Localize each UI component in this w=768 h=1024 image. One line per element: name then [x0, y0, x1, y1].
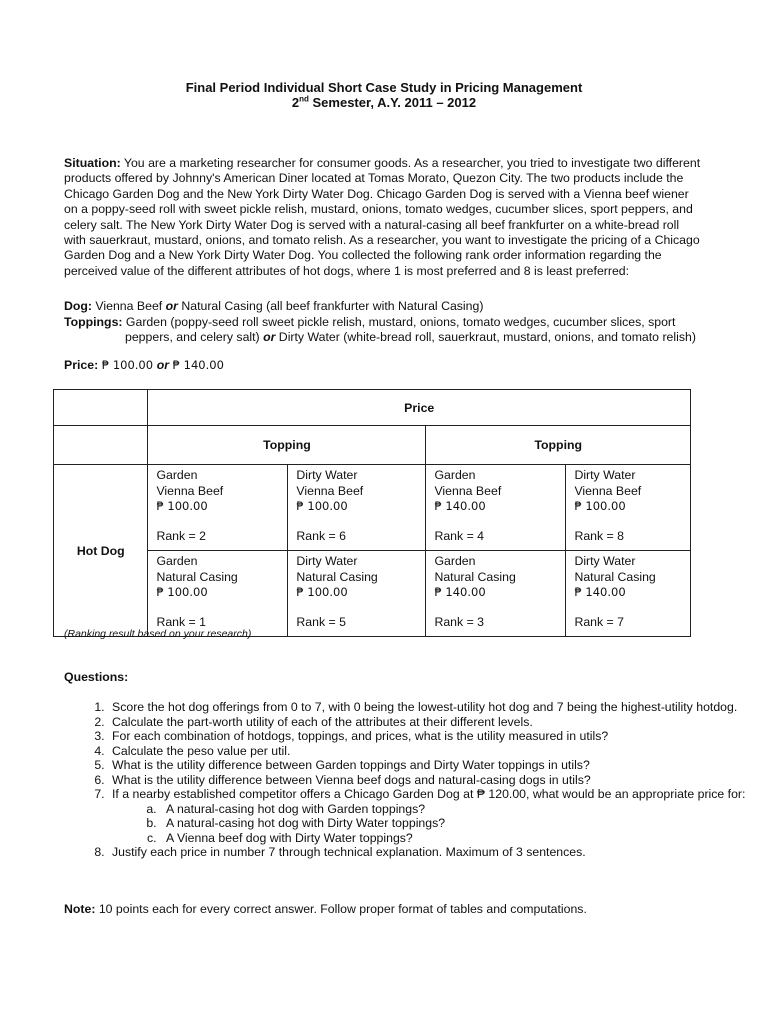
cell-dog: Vienna Beef: [156, 483, 224, 498]
cell-dog: Vienna Beef: [434, 483, 502, 498]
cell-rank: Rank = 1: [156, 614, 206, 629]
dog-attribute: [64, 299, 704, 314]
cell-dog: Vienna Beef: [296, 483, 364, 498]
cell-price: ₱ 140.00: [574, 585, 626, 599]
semester-text: Semester, A.Y. 2011 – 2012: [308, 95, 477, 110]
toppings-option-a: Garden (poppy-seed roll sweet pickle relish, mustard, onions, tomato wedges, cucumber slices, sport: [122, 315, 676, 329]
table-cell: [426, 465, 566, 551]
topping-header-1: Topping: [148, 426, 426, 465]
table-row: [54, 551, 691, 637]
cell-rank: Rank = 5: [296, 614, 346, 629]
cell-topping: Dirty Water: [574, 554, 636, 568]
cell-price: ₱ 140.00: [434, 499, 486, 513]
table-cell: [288, 465, 426, 551]
question-item: [108, 787, 758, 845]
price-label: Price:: [64, 358, 99, 372]
cell-price: ₱ 100.00: [296, 585, 348, 599]
cell-dog: Natural Casing: [296, 569, 378, 584]
table-cell: [288, 551, 426, 637]
situation-label: Situation:: [64, 156, 121, 170]
question-item: 2. Calculate the part-worth utility of each of the attributes at their different levels.: [108, 715, 758, 730]
situation-paragraph: [64, 156, 704, 279]
semester-suffix: nd: [299, 94, 309, 104]
cell-rank: Rank = 8: [574, 528, 624, 543]
table-cell: [566, 551, 691, 637]
cell-rank: Rank = 3: [434, 614, 485, 629]
cell-price: ₱ 100.00: [296, 499, 348, 513]
question-item: 5. What is the utility difference between Garden toppings and Dirty Water toppings in utils?: [108, 758, 758, 773]
price-header: Price: [148, 390, 691, 426]
cell-dog: Natural Casing: [574, 569, 656, 584]
question-item: 8. Justify each price in number 7 through technical explanation. Maximum of 3 sentences.: [108, 845, 758, 860]
cell-topping: Dirty Water: [296, 554, 358, 568]
table-topping-row: [54, 426, 691, 465]
cell-topping: Dirty Water: [574, 468, 636, 482]
hot-dog-row-label: Hot Dog: [54, 465, 148, 637]
question-item: 3. For each combination of hotdogs, toppings, and prices, what is the utility measured in utils?: [108, 729, 758, 744]
cell-price: ₱ 100.00: [574, 499, 626, 513]
questions-heading: Questions:: [64, 670, 129, 684]
questions-list: [64, 700, 758, 860]
table-cell: [426, 551, 566, 637]
sub-questions-list: [112, 802, 758, 846]
cell-rank: Rank = 2: [156, 528, 206, 543]
table-cell: [148, 465, 288, 551]
price-attribute: [64, 358, 704, 373]
toppings-continuation: [64, 330, 704, 345]
sub-question-item: c. A Vienna beef dog with Dirty Water toppings?: [160, 831, 758, 846]
sub-question-item: a. A natural-casing hot dog with Garden toppings?: [160, 802, 758, 817]
cell-topping: Garden: [156, 554, 198, 568]
dog-label: Dog:: [64, 299, 92, 313]
table-row: [54, 465, 691, 551]
cell-dog: Natural Casing: [156, 569, 238, 584]
table-header-row: [54, 390, 691, 426]
ranking-table: [53, 389, 691, 637]
cell-topping: Garden: [434, 554, 476, 568]
sub-question-item: b. A natural-casing hot dog with Dirty Water toppings?: [160, 816, 758, 831]
cell-dog: Natural Casing: [434, 569, 516, 584]
toppings-option-b: Dirty Water (white-bread roll, sauerkraut, mustard, onions, and tomato relish): [275, 330, 696, 344]
note-label: Note:: [64, 902, 96, 916]
toppings-or: or: [263, 330, 276, 344]
note-text: 10 points each for every correct answer. Follow proper format of tables and computations.: [95, 902, 587, 916]
cell-topping: Garden: [156, 468, 198, 482]
price-or: or: [156, 358, 170, 372]
grading-note: [64, 902, 587, 916]
cell-price: ₱ 100.00: [156, 585, 208, 599]
cell-rank: Rank = 4: [434, 528, 485, 543]
table-empty-cell: [54, 426, 148, 465]
table-caption: (Ranking result based on your research): [64, 628, 252, 640]
cell-topping: Garden: [434, 468, 476, 482]
question-item: 1. Score the hot dog offerings from 0 to 7, with 0 being the lowest-utility hot dog and 7 being the highest-utility hotdog.: [108, 700, 758, 715]
dog-option-b: Natural Casing (all beef frankfurter with Natural Casing): [177, 299, 484, 313]
cell-dog: Vienna Beef: [574, 483, 642, 498]
toppings-cont-1: peppers, and celery salt): [125, 330, 264, 344]
toppings-label: Toppings:: [64, 315, 123, 329]
document-title: Final Period Individual Short Case Study in Pricing Management: [185, 80, 583, 95]
table-cell: [566, 465, 691, 551]
topping-header-2: Topping: [426, 426, 691, 465]
dog-or: or: [165, 299, 178, 313]
cell-price: ₱ 140.00: [434, 585, 486, 599]
toppings-attribute: [64, 315, 704, 345]
cell-rank: Rank = 6: [296, 528, 346, 543]
table-cell: [148, 551, 288, 637]
question-item: 4. Calculate the peso value per util.: [108, 744, 758, 759]
document-subtitle: [0, 95, 768, 110]
semester-number: 2: [291, 95, 300, 110]
price-option-b: ₱ 140.00: [169, 358, 224, 372]
price-option-a: ₱ 100.00: [98, 358, 157, 372]
situation-text: You are a marketing researcher for consumer goods. As a researcher, you tried to investigate two different products offered by Johnny's American Diner located at Tomas Morato, Quezon City. The two products include the Chicago Garden Dog and the New York Dirty Water Dog. Chicago Garden Dog is served with a Vienna beef wiener on a poppy-seed roll with sweet pickle relish, mustard, onions, tomato wedges, cucumber slices, sport peppers, and celery salt. The New York Dirty Water Dog is served with a natural-casing all beef frankfurter on a white-bread roll with sauerkraut, mustard, onions, and tomato relish. As a researcher, you want to investigate the pricing of a Chicago Garden Dog and a New York Dirty Water Dog. You collected the following rank order information regarding the perceived value of the different attributes of hot dogs, where 1 is most preferred and 8 is least preferred:: [64, 156, 701, 278]
dog-option-a: Vienna Beef: [92, 299, 166, 313]
question-text: If a nearby established competitor offers a Chicago Garden Dog at ₱ 120.00, what would be an appropriate price for:: [112, 787, 746, 801]
cell-price: ₱ 100.00: [156, 499, 208, 513]
cell-rank: Rank = 7: [574, 614, 624, 629]
question-item: 6. What is the utility difference between Vienna beef dogs and natural-casing dogs in utils?: [108, 773, 758, 788]
cell-topping: Dirty Water: [296, 468, 358, 482]
table-corner-cell: [54, 390, 148, 426]
